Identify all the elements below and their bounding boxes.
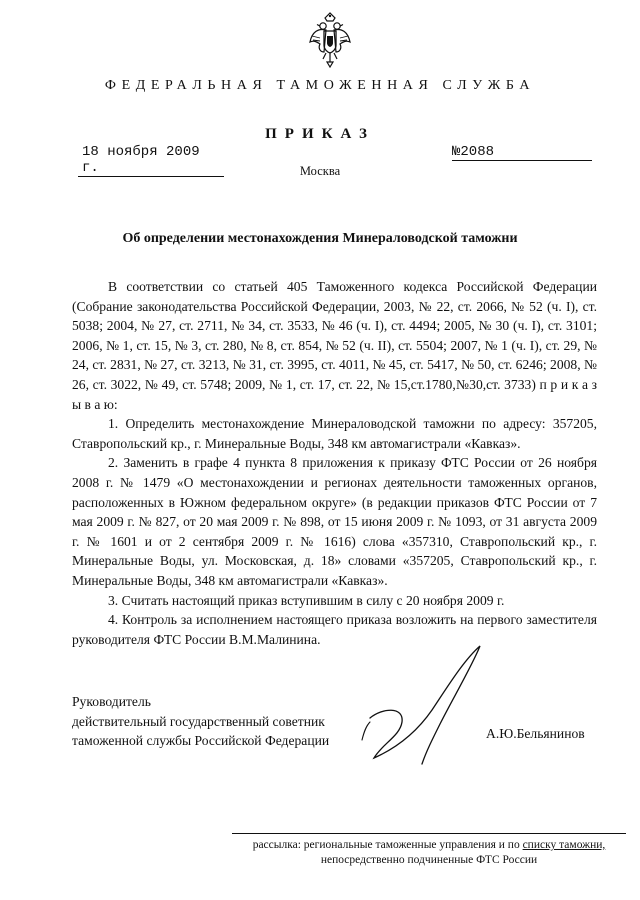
footer-divider xyxy=(232,833,626,834)
distribution-list xyxy=(232,838,626,868)
signer-name: А.Ю.Бельянинов xyxy=(486,726,585,741)
distribution-line-2: непосредственно подчиненные ФТС России xyxy=(320,854,538,866)
signer-title-line-3: таможенной службы Российской Федерации xyxy=(72,733,330,749)
distribution-text: рассылка: региональные таможенные управления и по xyxy=(252,839,523,851)
agency-name: ФЕДЕРАЛЬНАЯ ТАМОЖЕННАЯ СЛУЖБА xyxy=(104,78,536,93)
document-title: Об определении местонахождения Минераловодской таможни xyxy=(122,231,518,246)
handwritten-signature xyxy=(352,640,492,770)
signer-position xyxy=(72,692,372,751)
document-type: ПРИКАЗ xyxy=(265,126,375,142)
document-body xyxy=(72,277,597,649)
order-item-4: 4. Контроль за исполнением настоящего приказа возложить на первого заместителя руководителя ФТС России В.М.Малинина. xyxy=(72,612,597,647)
preamble-paragraph: В соответствии со статьей 405 Таможенного кодекса Российской Федерации (Собрание законодательства Российской Федерации, 2003, № 22, ст. 2066, № 52 (ч. I), ст. 5038; 2004, № 27, ст. 2711, № 34, ст. 3533, № 46 (ч. I), ст. 4494; 2005, № 30 (ч. I), ст. 3101; 2006, № 1, ст. 15, № 3, ст. 280, № 8, ст. 854, № 52 (ч. II), ст. 5504; 2007, № 1 (ч. I), ст. 29, № 24, ст. 2831, № 27, ст. 3213, № 31, ст. 3995, ст. 4011, № 45, ст. 5417, № 50, ст. 6246; 2008, № 26, ст. 3022, № 49, ст. 5748; 2009, № 1, ст. 17, ст. 22, № 15,ст.1780,№30,ст. 3733) п р и к а з ы в а ю: xyxy=(72,279,597,412)
order-item-3: 3. Считать настоящий приказ вступившим в силу с 20 ноября 2009 г. xyxy=(108,592,505,608)
signer-title-line-1: Руководитель xyxy=(72,694,151,709)
distribution-underlined: списку таможни, xyxy=(522,839,606,851)
order-item-2: 2. Заменить в графе 4 пункта 8 приложения к приказу ФТС России от 26 ноября 2008 г. № 1479 «О местонахождении и регионах деятельности таможенных органов, расположенных в Южном федеральном округе» (в редакции приказов ФТС России от 7 мая 2009 г. № 827, от 20 мая 2009 г. № 898, от 15 июня 2009 г. № 1093, от 31 августа 2009 г. № 1601 и от 2 сентября 2009 г. № 1616) слова «357310, Ставропольский кр., г. Минеральные Воды, ул. Московская, д. 18» словами «357205, Ставропольский кр., г. Минеральные Воды, 348 км автомагистрали «Кавказ». xyxy=(72,455,597,588)
russian-coat-of-arms-icon xyxy=(308,12,352,68)
document-number: №2088 xyxy=(452,144,592,161)
document-date: 18 ноября 2009 г. xyxy=(78,144,224,177)
order-item-1: 1. Определить местонахождение Минераловодской таможни по адресу: 357205, Ставропольский кр., г. Минеральные Воды, 348 км автомагистрали «Кавказ». xyxy=(72,416,597,451)
signer-title-line-2: действительный государственный советник xyxy=(72,713,325,729)
document-city: Москва xyxy=(299,164,341,178)
